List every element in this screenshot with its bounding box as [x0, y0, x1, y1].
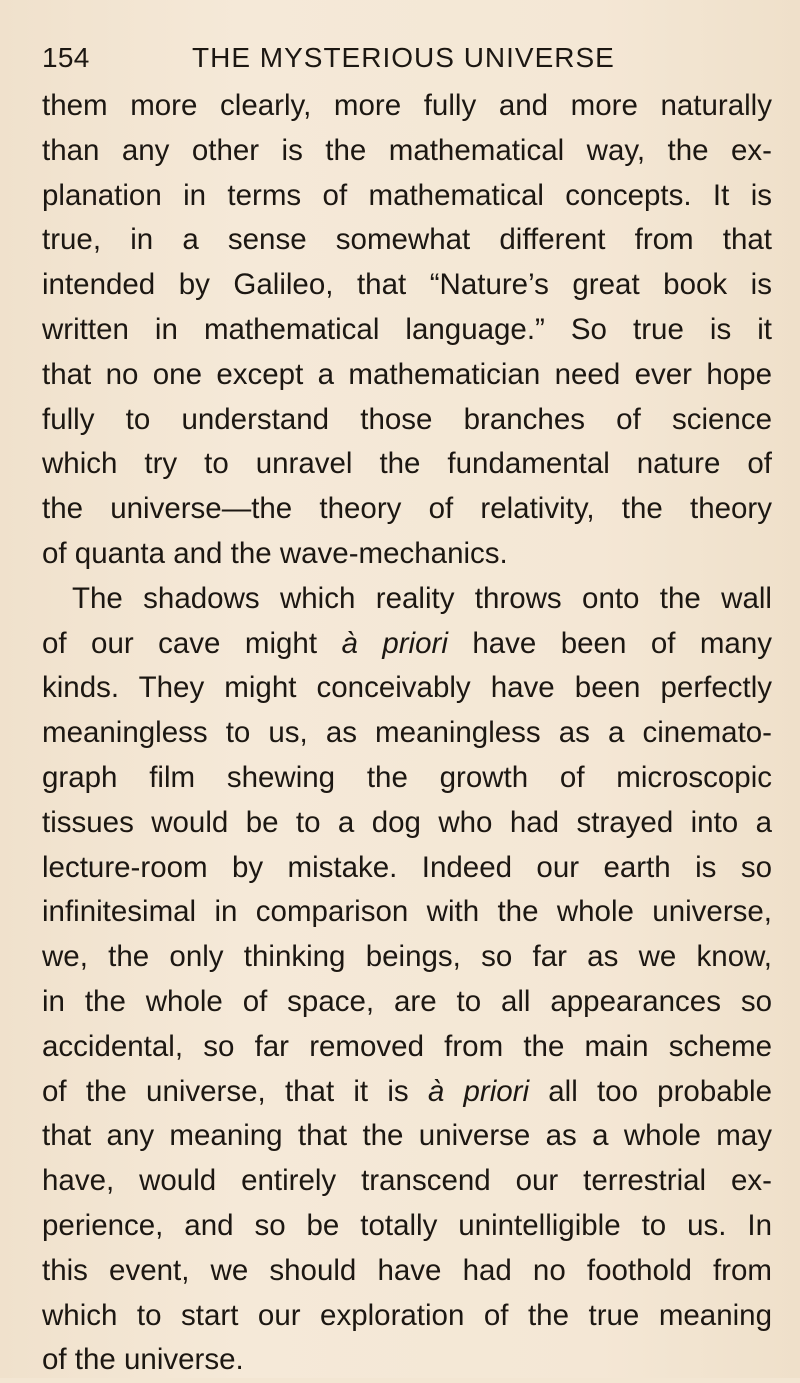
text-line: tissues would be to a dog who had strayed into a: [42, 805, 772, 839]
text-line: graph film shewing the growth of microscopic: [42, 760, 772, 794]
text-line: accidental, so far removed from the main scheme: [42, 1029, 772, 1063]
text-line: true, in a sense somewhat different from that: [42, 223, 772, 257]
paragraph-first-line: The shadows which reality throws onto the wall: [72, 581, 772, 615]
text-line: which try to unravel the fundamental nature of: [42, 447, 772, 481]
text-line: which to start our exploration of the true meaning: [42, 1298, 772, 1332]
text-line: in the whole of space, are to all appearances so: [42, 984, 772, 1018]
text-line: the universe—the theory of relativity, the theory: [42, 492, 772, 526]
text-line: [42, 1070, 772, 1115]
text-line: have, would entirely transcend our terrestrial ex-: [42, 1164, 772, 1198]
text-line: kinds. They might conceivably have been perfectly: [42, 671, 772, 705]
text-line: lecture-room by mistake. Indeed our earth is so: [42, 850, 772, 884]
body-text: [42, 84, 772, 1383]
page-number: 154: [42, 42, 90, 73]
text-line: that no one except a mathematician need ever hope: [42, 357, 772, 391]
text-run: have been of many: [447, 626, 772, 660]
running-title: THE MYSTERIOUS UNIVERSE: [192, 42, 615, 73]
text-line: fully to understand those branches of science: [42, 402, 772, 436]
text-line: than any other is the mathematical way, the ex-: [42, 133, 772, 167]
text-run: of our cave might: [42, 626, 342, 660]
text-line: written in mathematical language.” So true is it: [42, 312, 772, 346]
text-line: this event, we should have had no foothold from: [42, 1253, 772, 1287]
text-line: them more clearly, more fully and more naturally: [42, 89, 772, 122]
text-line: intended by Galileo, that “Nature’s great book is: [42, 268, 772, 302]
text-run: of the universe, that it is: [42, 1074, 428, 1108]
italic-phrase: à priori: [341, 626, 448, 660]
italic-phrase: à priori: [427, 1074, 530, 1108]
text-line: planation in terms of mathematical concepts. It is: [42, 178, 772, 212]
text-line: that any meaning that the universe as a whole may: [42, 1119, 772, 1153]
paragraph-last-line: of quanta and the wave-mechanics.: [42, 536, 508, 570]
text-run: all too probable: [529, 1074, 772, 1108]
text-line: perience, and so be totally unintelligible to us. In: [42, 1208, 772, 1242]
paragraph-last-line: of the universe.: [42, 1343, 244, 1377]
text-line: we, the only thinking beings, so far as we know,: [42, 940, 772, 974]
text-line: [42, 622, 772, 667]
text-line: infinitesimal in comparison with the whole universe,: [42, 895, 772, 929]
text-line: meaningless to us, as meaningless as a cinemato-: [42, 716, 772, 750]
running-head: [42, 38, 742, 78]
